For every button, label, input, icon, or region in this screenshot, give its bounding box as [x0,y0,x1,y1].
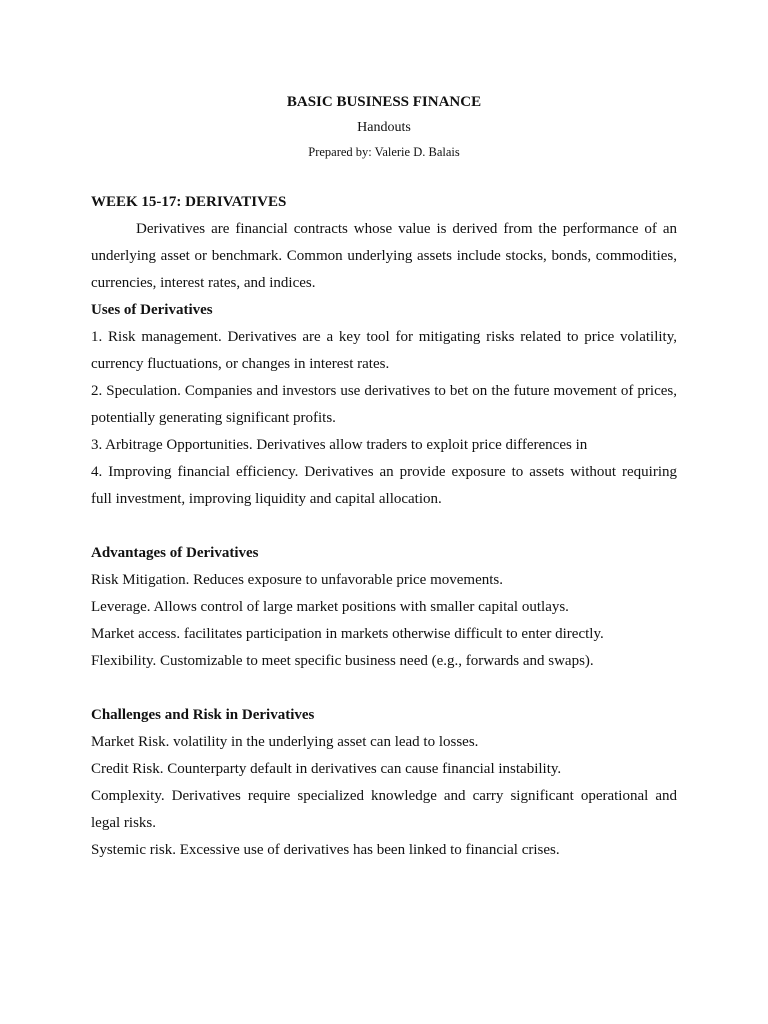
challenges-item: Credit Risk. Counterparty default in derivatives can cause financial instability. [91,761,562,777]
document-subtitle: Handouts [357,120,411,135]
challenges-heading: Challenges and Risk in Derivatives [91,707,315,723]
challenges-item: Complexity. Derivatives require specialized knowledge and carry significant operational and legal risks. [91,788,677,831]
uses-item: 3. Arbitrage Opportunities. Derivatives allow traders to exploit price differences in [91,437,588,453]
uses-item: 2. Speculation. Companies and investors use derivatives to bet on the future movement of prices, potentially generating significant profits. [91,383,677,426]
advantages-item: Leverage. Allows control of large market positions with smaller capital outlays. [91,599,569,615]
challenges-item: Systemic risk. Excessive use of derivatives has been linked to financial crises. [91,842,560,858]
prepared-by-line: Prepared by: Valerie D. Balais [308,145,460,159]
uses-item: 4. Improving financial efficiency. Derivatives an provide exposure to assets without requiring full investment, improving liquidity and capital allocation. [91,464,677,507]
section-spacer [91,675,677,702]
week-heading: WEEK 15-17: DERIVATIVES [91,194,287,210]
intro-paragraph: Derivatives are financial contracts whose value is derived from the performance of an underlying asset or benchmark. Common underlying assets include stocks, bonds, commodities, currencies, interest rates, and indices. [91,221,677,291]
advantages-item: Flexibility. Customizable to meet specific business need (e.g., forwards and swaps). [91,653,594,669]
document-title: BASIC BUSINESS FINANCE [286,94,482,110]
section-spacer [91,513,677,540]
uses-heading: Uses of Derivatives [91,302,213,318]
advantages-item: Market access. facilitates participation in markets otherwise difficult to enter directly. [91,626,604,642]
advantages-heading: Advantages of Derivatives [91,545,259,561]
advantages-item: Risk Mitigation. Reduces exposure to unfavorable price movements. [91,572,503,588]
challenges-item: Market Risk. volatility in the underlying asset can lead to losses. [91,734,479,750]
document-body [91,189,677,864]
uses-item: 1. Risk management. Derivatives are a key tool for mitigating risks related to price volatility, currency fluctuations, or changes in interest rates. [91,329,677,372]
